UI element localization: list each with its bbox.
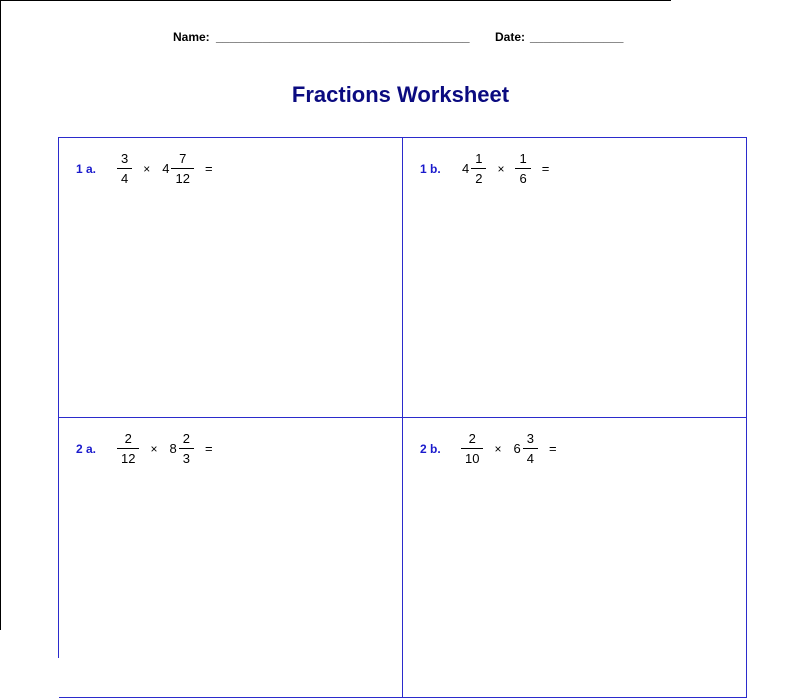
numerator: 3 [526, 431, 534, 446]
problem-label: 1 b. [420, 161, 441, 176]
name-field[interactable]: ______________________________________ [216, 30, 470, 44]
fraction [171, 151, 193, 186]
problem-cell-2b[interactable] [403, 418, 747, 698]
whole-number: 6 [513, 441, 521, 456]
problem-2b [420, 431, 557, 466]
header [0, 28, 801, 46]
whole-number: 4 [462, 161, 470, 176]
problem-1b [420, 151, 549, 186]
problem-cell-2a[interactable] [59, 418, 403, 698]
date-label: Date: [495, 30, 526, 44]
problem-label: 2 b. [420, 441, 441, 456]
denominator: 10 [465, 451, 480, 466]
multiply-operator: × [497, 161, 505, 176]
numerator: 2 [182, 431, 190, 446]
equals-sign: = [204, 161, 213, 176]
problem-grid [58, 137, 747, 658]
fraction [461, 431, 483, 466]
fraction [515, 151, 530, 186]
problem-1a [76, 151, 213, 186]
page-edge-top [0, 0, 671, 1]
fraction [179, 431, 194, 466]
problem-cell-1a[interactable] [59, 138, 403, 418]
numerator: 2 [124, 431, 132, 446]
equals-sign: = [541, 161, 550, 176]
problem-label: 2 a. [76, 441, 97, 456]
multiply-operator: × [150, 441, 158, 456]
denominator: 2 [475, 171, 483, 186]
date-field[interactable]: ______________ [530, 30, 624, 44]
numerator: 2 [468, 431, 476, 446]
denominator: 12 [175, 171, 190, 186]
denominator: 3 [182, 451, 190, 466]
fraction [471, 151, 486, 186]
denominator: 6 [519, 171, 527, 186]
problem-label: 1 a. [76, 161, 97, 176]
numerator: 1 [519, 151, 527, 166]
whole-number: 8 [169, 441, 177, 456]
fraction [117, 431, 139, 466]
fraction [523, 431, 538, 466]
multiply-operator: × [143, 161, 151, 176]
denominator: 4 [526, 451, 534, 466]
denominator: 12 [121, 451, 136, 466]
whole-number: 4 [162, 161, 170, 176]
denominator: 4 [121, 171, 129, 186]
worksheet-title: Fractions Worksheet [291, 82, 510, 107]
numerator: 7 [179, 151, 187, 166]
multiply-operator: × [494, 441, 502, 456]
equals-sign: = [204, 441, 213, 456]
numerator: 3 [121, 151, 129, 166]
fraction [117, 151, 132, 186]
numerator: 1 [475, 151, 483, 166]
problem-2a [76, 431, 213, 466]
name-label: Name: [173, 30, 210, 44]
equals-sign: = [548, 441, 557, 456]
problem-cell-1b[interactable] [403, 138, 747, 418]
